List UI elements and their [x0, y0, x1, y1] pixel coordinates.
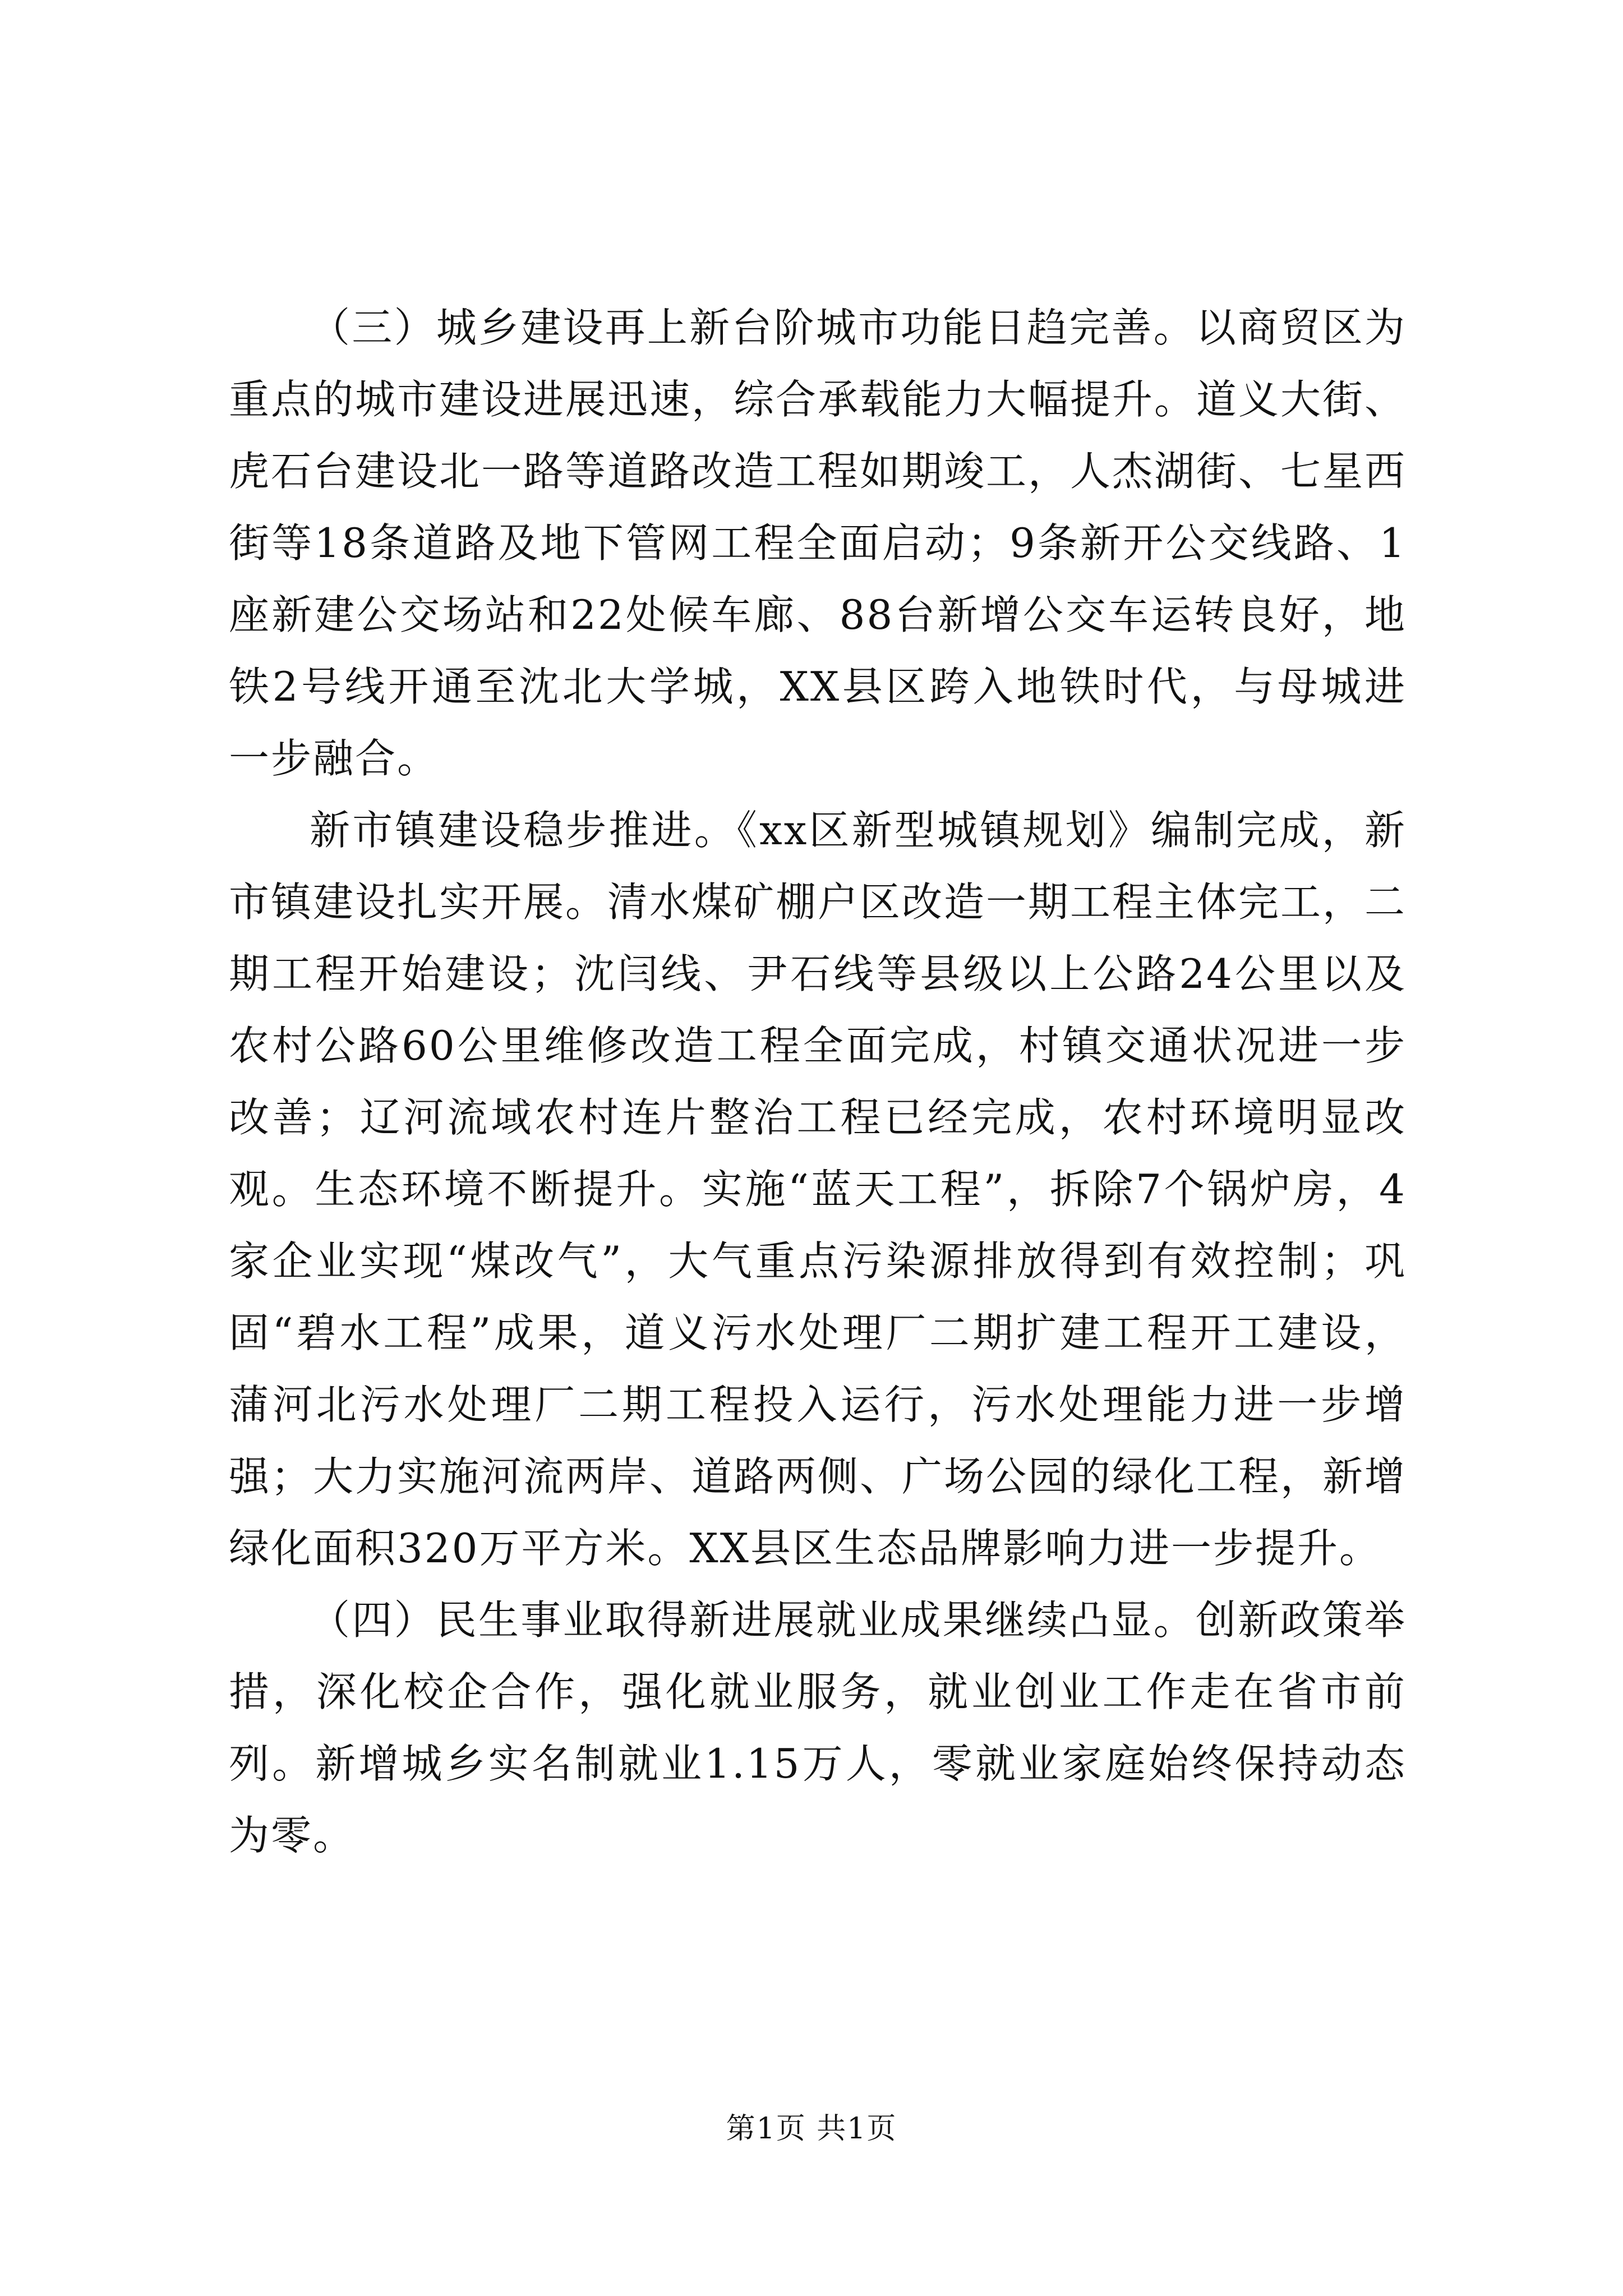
paragraph-urban-construction: （三）城乡建设再上新台阶城市功能日趋完善。以商贸区为重点的城市建设进展迅速，综合承载能力大幅提升。道义大街、虎石台建设北一路等道路改造工程如期竣工，人杰湖街、七星西街等18条道路及地下管网工程全面启动；9条新开公交线路、1座新建公交场站和22处候车廊、88台新增公交车运转良好，地铁2号线开通至沈北大学城，XX县区跨入地铁时代，与母城进一步融合。	[229, 304, 1407, 782]
page-footer: 第1页 共1页	[726, 2112, 897, 2146]
paragraph-new-town-construction: 新市镇建设稳步推进。《xx区新型城镇规划》编制完成，新市镇建设扎实开展。清水煤矿棚户区改造一期工程主体完工，二期工程开始建设；沈闫线、尹石线等县级以上公路24公里以及农村公路60公里维修改造工程全面完成，村镇交通状况进一步改善；辽河流域农村连片整治工程已经完成，农村环境明显改观。生态环境不断提升。实施“蓝天工程”，拆除7个锅炉房，4家企业实现“煤改气”，大气重点污染源排放得到有效控制；巩固“碧水工程”成果，道义污水处理厂二期扩建工程开工建设，蒲河北污水处理厂二期工程投入运行，污水处理能力进一步增强；大力实施河流两岸、道路两侧、广场公园的绿化工程，新增绿化面积320万平方米。XX县区生态品牌影响力进一步提升。	[229, 807, 1407, 1572]
paragraph-livelihood: （四）民生事业取得新进展就业成果继续凸显。创新政策举措，深化校企合作，强化就业服务，就业创业工作走在省市前列。新增城乡实名制就业1.15万人，零就业家庭始终保持动态为零。	[229, 1596, 1407, 1859]
document-body	[229, 292, 1407, 1871]
